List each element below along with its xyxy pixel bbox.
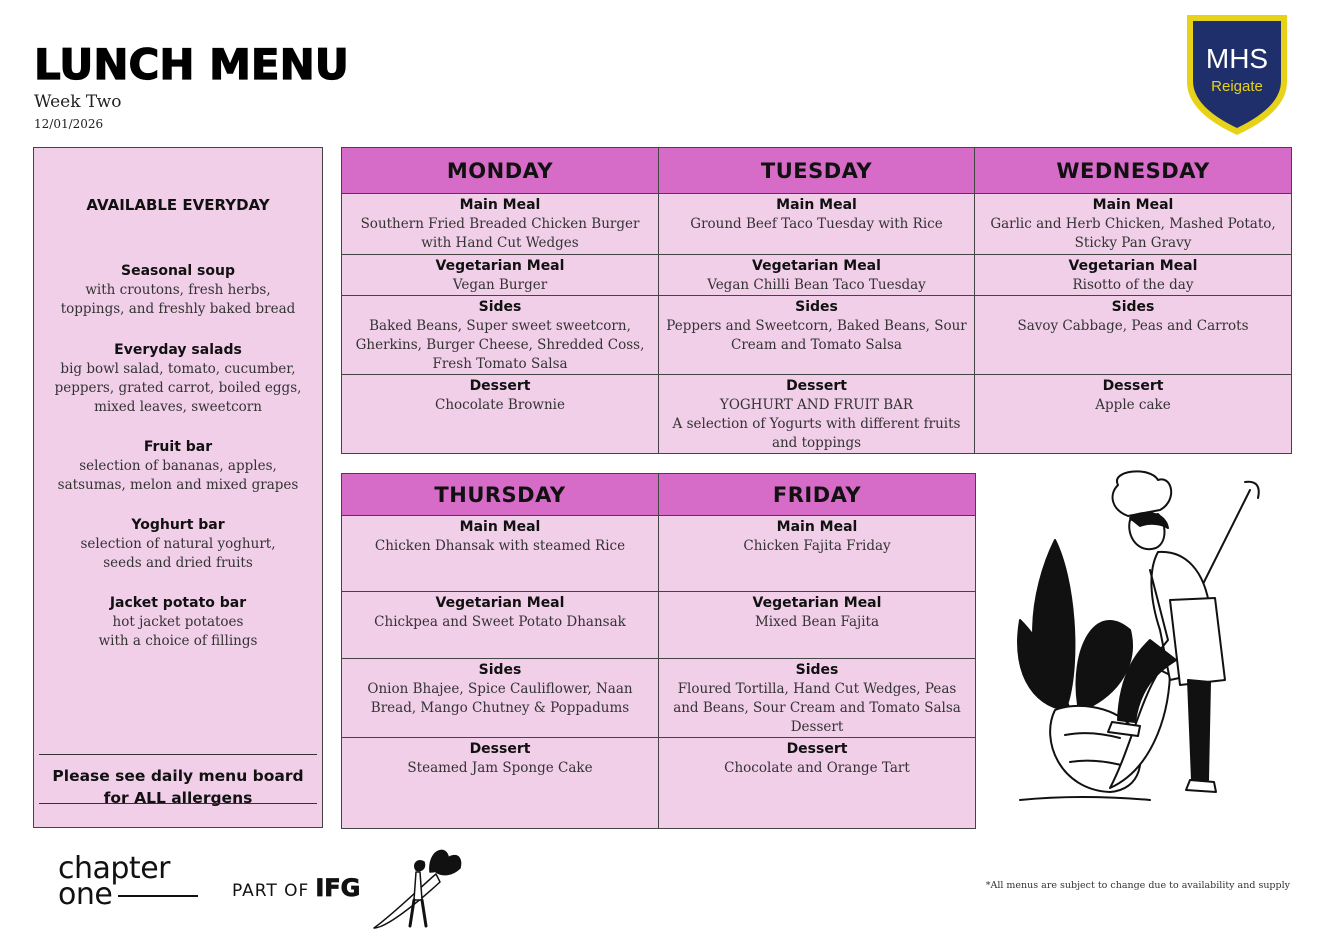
- meal-line: Bread, Mango Chutney & Poppadums: [370, 700, 630, 716]
- meal-line: Apple cake: [1095, 397, 1171, 413]
- divider: [39, 803, 317, 804]
- meal-label: Dessert: [469, 741, 531, 757]
- meal-label: Main Meal: [459, 519, 541, 535]
- main-meal-cell: [659, 516, 976, 592]
- part-of-ifg-logo: [232, 874, 360, 902]
- day-header-tuesday: TUESDAY: [659, 148, 975, 194]
- everyday-item-line: selection of bananas, apples,: [79, 458, 277, 474]
- meal-label: Main Meal: [459, 197, 541, 213]
- everyday-item-line: satsumas, melon and mixed grapes: [57, 477, 299, 493]
- meal-label: Dessert: [1102, 378, 1164, 394]
- meal-line: and Beans, Sour Cream and Tomato Salsa: [673, 700, 961, 716]
- day-header-thursday: THURSDAY: [342, 474, 659, 516]
- everyday-item-heading: Yoghurt bar: [131, 517, 225, 533]
- vegetarian-meal-cell: [659, 255, 975, 296]
- harvest-illustration-icon: [356, 842, 468, 930]
- dessert-cell: [342, 375, 659, 454]
- vegetarian-meal-cell: [342, 592, 659, 659]
- meal-line: Risotto of the day: [1072, 277, 1194, 293]
- meal-line: Chicken Fajita Friday: [743, 538, 891, 554]
- menu-date: 12/01/2026: [34, 117, 104, 131]
- day-header-friday: FRIDAY: [659, 474, 976, 516]
- page-title: LUNCH MENU: [34, 40, 349, 89]
- meal-label: Main Meal: [1092, 197, 1174, 213]
- meal-label: Sides: [478, 299, 522, 315]
- vegetarian-meal-cell: [975, 255, 1292, 296]
- everyday-item-line: peppers, grated carrot, boiled eggs,: [54, 380, 302, 396]
- sides-cell: [659, 296, 975, 375]
- dessert-cell: [975, 375, 1292, 454]
- meal-label: Dessert: [469, 378, 531, 394]
- meal-label: Sides: [795, 299, 838, 315]
- disclaimer-text: *All menus are subject to change due to availability and supply: [985, 880, 1290, 891]
- meal-line: Baked Beans, Super sweet sweetcorn,: [369, 318, 631, 334]
- part-of-text: PART OF: [232, 881, 310, 901]
- meal-line: Sticky Pan Gravy: [1074, 235, 1192, 251]
- dessert-cell: [342, 738, 659, 829]
- allergen-line: Please see daily menu board: [52, 767, 304, 785]
- meal-label: Vegetarian Meal: [1068, 258, 1198, 274]
- everyday-item-line: with croutons, fresh herbs,: [85, 282, 271, 298]
- everyday-item-heading: Everyday salads: [114, 342, 242, 358]
- meal-label: Vegetarian Meal: [435, 595, 565, 611]
- everyday-item-heading: Seasonal soup: [120, 263, 235, 279]
- ifg-text: IFG: [315, 874, 361, 902]
- everyday-item-heading: Jacket potato bar: [109, 595, 247, 611]
- menu-table-mon-wed: [341, 147, 1292, 454]
- everyday-item-line: mixed leaves, sweetcorn: [94, 399, 262, 415]
- main-meal-cell: [659, 194, 975, 255]
- meal-label: Sides: [795, 662, 839, 678]
- everyday-item-fruit: [34, 438, 322, 495]
- meal-label: Main Meal: [776, 197, 857, 213]
- divider: [39, 754, 317, 755]
- meal-label: Dessert: [786, 741, 848, 757]
- sides-cell: [342, 659, 659, 738]
- sides-cell: [342, 296, 659, 375]
- logo-text-line2: one: [58, 877, 113, 912]
- meal-line: with Hand Cut Wedges: [421, 235, 579, 251]
- meal-label: Main Meal: [776, 519, 858, 535]
- logo-text: [58, 877, 198, 912]
- day-header-monday: MONDAY: [342, 148, 659, 194]
- meal-line: Mixed Bean Fajita: [754, 614, 880, 630]
- meal-line: Peppers and Sweetcorn, Baked Beans, Sour: [666, 318, 967, 334]
- meal-line: Garlic and Herb Chicken, Mashed Potato,: [990, 216, 1276, 232]
- meal-label: Dessert: [786, 378, 847, 394]
- meal-line: Fresh Tomato Salsa: [432, 356, 568, 372]
- meal-line: Vegan Burger: [452, 277, 548, 293]
- crest-text-main: MHS: [1205, 43, 1269, 74]
- meal-line: Vegan Chilli Bean Taco Tuesday: [707, 277, 926, 293]
- everyday-item-salads: [34, 341, 322, 417]
- everyday-item-line: big bowl salad, tomato, cucumber,: [60, 361, 296, 377]
- meal-label: Vegetarian Meal: [752, 258, 881, 274]
- crest-text-sub: Reigate: [1211, 78, 1263, 95]
- meal-label: Sides: [1111, 299, 1155, 315]
- meal-line: Chicken Dhansak with steamed Rice: [374, 538, 626, 554]
- everyday-item-line: seeds and dried fruits: [103, 555, 253, 571]
- meal-label: Sides: [478, 662, 522, 678]
- chef-illustration-icon: [1000, 470, 1290, 810]
- allergen-line: for ALL allergens: [103, 789, 253, 807]
- day-header-wednesday: WEDNESDAY: [975, 148, 1292, 194]
- meal-label: Vegetarian Meal: [435, 258, 565, 274]
- school-crest-icon: [1184, 12, 1290, 138]
- meal-line: Chocolate and Orange Tart: [724, 760, 910, 776]
- meal-line: Gherkins, Burger Cheese, Shredded Coss,: [355, 337, 645, 353]
- sides-cell: [659, 659, 976, 738]
- logo-underline: [118, 895, 198, 897]
- chapter-one-logo: [58, 851, 198, 912]
- meal-label: Vegetarian Meal: [752, 595, 882, 611]
- everyday-item-yoghurt: [34, 516, 322, 573]
- meal-line: Cream and Tomato Salsa: [731, 337, 902, 353]
- meal-line: A selection of Yogurts with different fruits: [672, 416, 961, 432]
- meal-line: Steamed Jam Sponge Cake: [407, 760, 593, 776]
- everyday-item-jacket: [34, 594, 322, 651]
- sides-cell: [975, 296, 1292, 375]
- meal-line: Dessert: [790, 719, 844, 735]
- dessert-cell: [659, 738, 976, 829]
- everyday-item-heading: Fruit bar: [143, 439, 213, 455]
- everyday-item-soup: [34, 262, 322, 319]
- everyday-title: AVAILABLE EVERYDAY: [86, 196, 270, 214]
- meal-line: Southern Fried Breaded Chicken Burger: [360, 216, 640, 232]
- meal-line: Floured Tortilla, Hand Cut Wedges, Peas: [677, 681, 957, 697]
- meal-line: Onion Bhajee, Spice Cauliflower, Naan: [367, 681, 633, 697]
- available-everyday-panel: [33, 147, 323, 828]
- vegetarian-meal-cell: [342, 255, 659, 296]
- meal-line: Chickpea and Sweet Potato Dhansak: [374, 614, 626, 630]
- meal-line: YOGHURT AND FRUIT BAR: [719, 397, 914, 413]
- main-meal-cell: [975, 194, 1292, 255]
- meal-line: Ground Beef Taco Tuesday with Rice: [690, 216, 943, 232]
- logo-text: chapter: [58, 851, 170, 886]
- week-label: Week Two: [34, 92, 122, 112]
- meal-line: and toppings: [771, 435, 862, 451]
- meal-line: Savoy Cabbage, Peas and Carrots: [1017, 318, 1249, 334]
- everyday-item-line: with a choice of fillings: [98, 633, 258, 649]
- everyday-item-line: selection of natural yoghurt,: [80, 536, 276, 552]
- vegetarian-meal-cell: [659, 592, 976, 659]
- everyday-item-line: hot jacket potatoes: [112, 614, 244, 630]
- menu-table-thu-fri: [341, 473, 976, 829]
- main-meal-cell: [342, 516, 659, 592]
- dessert-cell: [659, 375, 975, 454]
- everyday-item-line: toppings, and freshly baked bread: [60, 301, 296, 317]
- meal-line: Chocolate Brownie: [435, 397, 565, 413]
- main-meal-cell: [342, 194, 659, 255]
